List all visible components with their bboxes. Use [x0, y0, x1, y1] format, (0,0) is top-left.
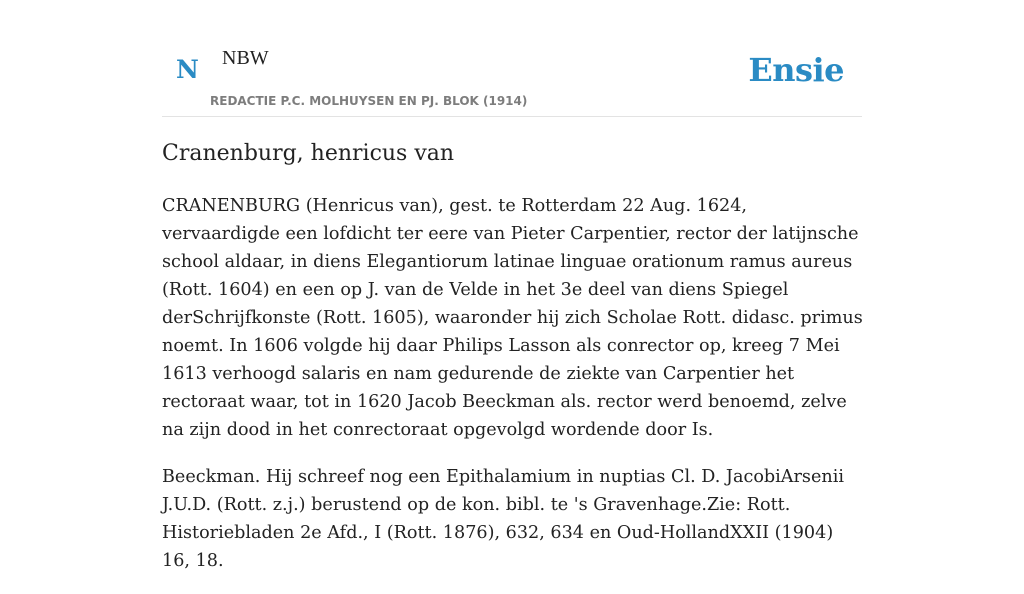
source-name[interactable]: NBW	[222, 47, 269, 69]
source-subtitle: REDACTIE P.C. MOLHUYSEN EN PJ. BLOK (1914)	[210, 94, 528, 108]
article-paragraph: CRANENBURG (Henricus van), gest. te Rotterdam 22 Aug. 1624, vervaardigde een lofdicht ter eere van Pieter Carpentier, rector der latijnsche school aldaar, in diens Elegantiorum latinae linguae orationum ramus aureus (Rott. 1604) en een op J. van de Velde in het 3e deel van diens Spiegel derSchrijfkonste (Rott. 1605), waaronder hij zich Scholae Rott. didasc. primus noemt. In 1606 volgde hij daar Philips Lasson als conrector op, kreeg 7 Mei 1613 verhoogd salaris en nam gedurende de ziekte van Carpentier het rectoraat waar, tot in 1620 Jacob Beeckman als. rector werd benoemd, zelve na zijn dood in het conrectoraat opgevolgd wordende door Is.	[162, 196, 863, 440]
source-logo[interactable]: N	[176, 55, 199, 84]
article-paragraph: Beeckman. Hij schreef nog een Epithalamium in nuptias Cl. D. JacobiArsenii J.U.D. (Rott. z.j.) berustend op de kon. bibl. te 's Gravenhage.Zie: Rott. Historiebladen 2e Afd., I (Rott. 1876), 632, 634 en Oud-HollandXXII (1904) 16, 18.	[162, 467, 844, 571]
article-title: Cranenburg, henricus van	[162, 141, 455, 166]
brand-logo[interactable]: Ensie	[748, 51, 844, 89]
site-header	[162, 0, 862, 117]
article-body	[162, 192, 864, 594]
